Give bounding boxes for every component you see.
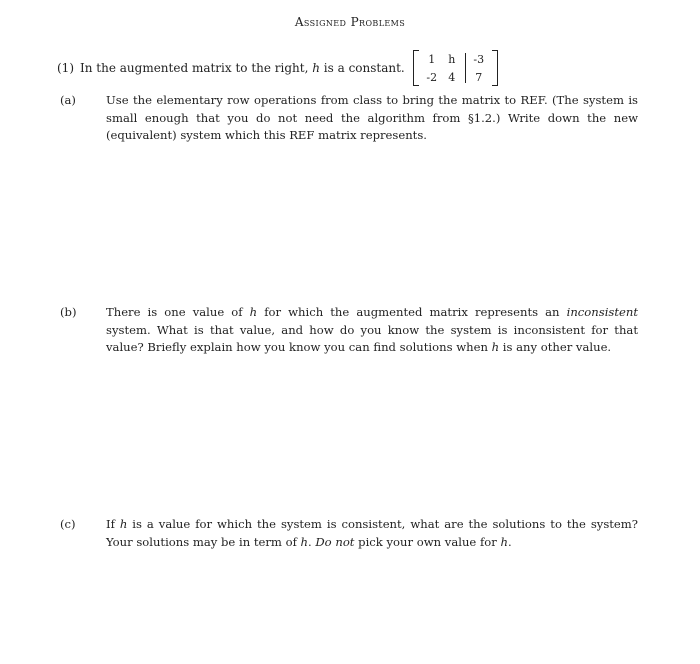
part-c-text-3: . xyxy=(308,534,312,549)
augmented-divider xyxy=(465,53,466,83)
matrix-entry: -3 xyxy=(473,52,485,66)
problem-intro-text-end: is a constant. xyxy=(323,61,405,75)
problem-intro-text: In the augmented matrix to the right, xyxy=(80,61,309,75)
part-b xyxy=(60,304,638,357)
part-c-body xyxy=(60,516,639,551)
part-b-text-2: for which the augmented matrix represents an xyxy=(264,305,560,319)
part-b-body xyxy=(60,304,638,357)
part-b-text-4: is any other value. xyxy=(502,340,612,354)
part-b-label: (b) xyxy=(60,305,77,319)
variable-h: h xyxy=(312,61,320,75)
matrix-body xyxy=(419,50,492,86)
part-a-body xyxy=(60,92,638,145)
variable-h: h xyxy=(249,305,258,319)
part-a-text: Use the elementary row operations from class to bring the matrix to REF. (The system is small enough that you do not need the algorithm from §1.2.) Write down the new (equivalent) system which this REF matrix represents. xyxy=(106,93,638,142)
problem-number: (1) xyxy=(57,61,74,75)
part-b-emphasis: inconsistent xyxy=(566,305,638,319)
variable-h: h xyxy=(500,534,508,549)
part-b-text-3: system. What is that value, and how do you know the system is inconsistent for that value? Briefly explain how you know you can find solutions when xyxy=(106,322,638,354)
part-c-text-5: . xyxy=(507,534,512,549)
variable-h: h xyxy=(119,517,128,531)
matrix-column-2 xyxy=(442,50,462,86)
part-c-text-2: is a value for which the system is consistent, what are the solutions to the system? Your solutions may be in term of xyxy=(106,517,639,549)
matrix-entry: 7 xyxy=(475,70,483,84)
matrix-entry: h xyxy=(448,52,456,66)
problem-1-statement xyxy=(57,49,498,87)
part-c xyxy=(60,516,639,551)
part-c-label: (c) xyxy=(60,517,76,531)
matrix-column-1 xyxy=(422,50,442,86)
part-b-text-1: There is one value of xyxy=(106,305,243,319)
augmented-matrix xyxy=(413,50,498,86)
part-a-label: (a) xyxy=(60,93,76,107)
matrix-entry: 1 xyxy=(428,52,436,66)
matrix-entry: -2 xyxy=(426,70,438,84)
part-c-emphasis: Do not xyxy=(315,534,355,549)
part-c-text-4: pick your own value for xyxy=(358,534,497,549)
matrix-right-bracket xyxy=(492,50,498,86)
variable-h: h xyxy=(491,340,500,354)
part-c-text-1: If xyxy=(106,517,115,531)
page-heading: Assigned Problems xyxy=(294,15,406,29)
matrix-column-3 xyxy=(469,50,489,86)
matrix-entry: 4 xyxy=(448,70,456,84)
part-a xyxy=(60,92,638,145)
variable-h: h xyxy=(300,534,309,549)
